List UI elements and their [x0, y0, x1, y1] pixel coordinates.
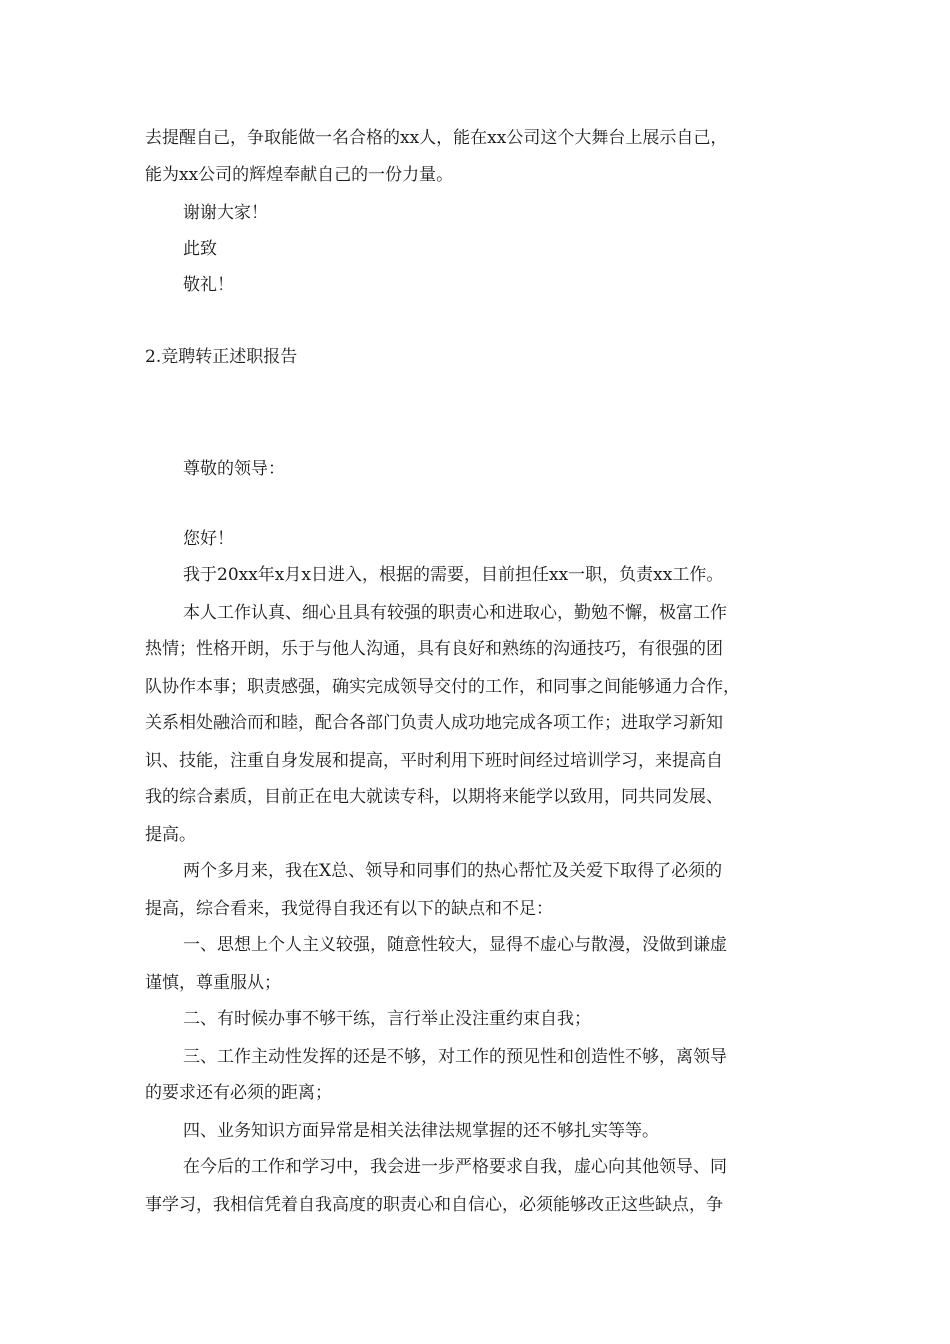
self-paragraph-line-3: 队协作本事；职责感强，确实完成领导交付的工作，和同事之间能够通力合作，	[145, 677, 740, 697]
closing-line-2: 敬礼！	[183, 275, 234, 295]
item-3-line-1: 三、工作主动性发挥的还是不够，对工作的预见性和创造性不够，离领导	[183, 1047, 727, 1067]
self-paragraph-line-5: 识、技能，注重自身发展和提高，平时利用下班时间经过培训学习，来提高自	[145, 751, 723, 771]
item-2: 二、有时候办事不够干练，言行举止没注重约束自我；	[183, 1009, 591, 1029]
self-paragraph-line-6: 我的综合素质，目前正在电大就读专科，以期将来能学以致用，同共同发展、	[145, 787, 723, 807]
thanks-text: 谢谢大家！	[183, 203, 268, 223]
self-paragraph-line-4: 关系相处融洽而和睦，配合各部门负责人成功地完成各项工作；进取学习新知	[145, 713, 723, 733]
item-1-line-2: 谨慎，尊重服从；	[145, 973, 281, 993]
continuation-line-1: 去提醒自己，争取能做一名合格的xx人，能在xx公司这个大舞台上展示自己，	[145, 128, 728, 148]
item-3-line-2: 的要求还有必须的距离；	[145, 1083, 332, 1103]
item-1-line-1: 一、思想上个人主义较强，随意性较大，显得不虚心与散漫，没做到谦虚	[183, 935, 727, 955]
continuation-line-2: 能为xx公司的辉煌奉献自己的一份力量。	[145, 165, 454, 185]
item-4: 四、业务知识方面异常是相关法律法规掌握的还不够扎实等等。	[183, 1121, 659, 1141]
salutation: 尊敬的领导：	[183, 459, 285, 479]
future-paragraph-line-2: 事学习，我相信凭着自我高度的职责心和自信心，必须能够改正这些缺点，争	[145, 1195, 723, 1215]
self-paragraph-line-7: 提高。	[145, 825, 196, 845]
section-title: 2.竞聘转正述职报告	[145, 347, 298, 367]
future-paragraph-line-1: 在今后的工作和学习中，我会进一步严格要求自我，虚心向其他领导、同	[183, 1157, 727, 1177]
self-paragraph-line-1: 本人工作认真、细心且具有较强的职责心和进取心，勤勉不懈，极富工作	[183, 603, 727, 623]
months-paragraph-line-2: 提高，综合看来，我觉得自我还有以下的缺点和不足：	[145, 899, 553, 919]
self-paragraph-line-2: 热情；性格开朗，乐于与他人沟通，具有良好和熟练的沟通技巧，有很强的团	[145, 639, 723, 659]
greeting: 您好！	[183, 529, 234, 549]
intro-paragraph: 我于20xx年x月x日进入，根据的需要，目前担任xx一职，负责xx工作。	[183, 565, 724, 585]
months-paragraph-line-1: 两个多月来，我在X总、领导和同事们的热心帮忙及关爱下取得了必须的	[183, 861, 723, 881]
closing-line-1: 此致	[183, 239, 217, 259]
